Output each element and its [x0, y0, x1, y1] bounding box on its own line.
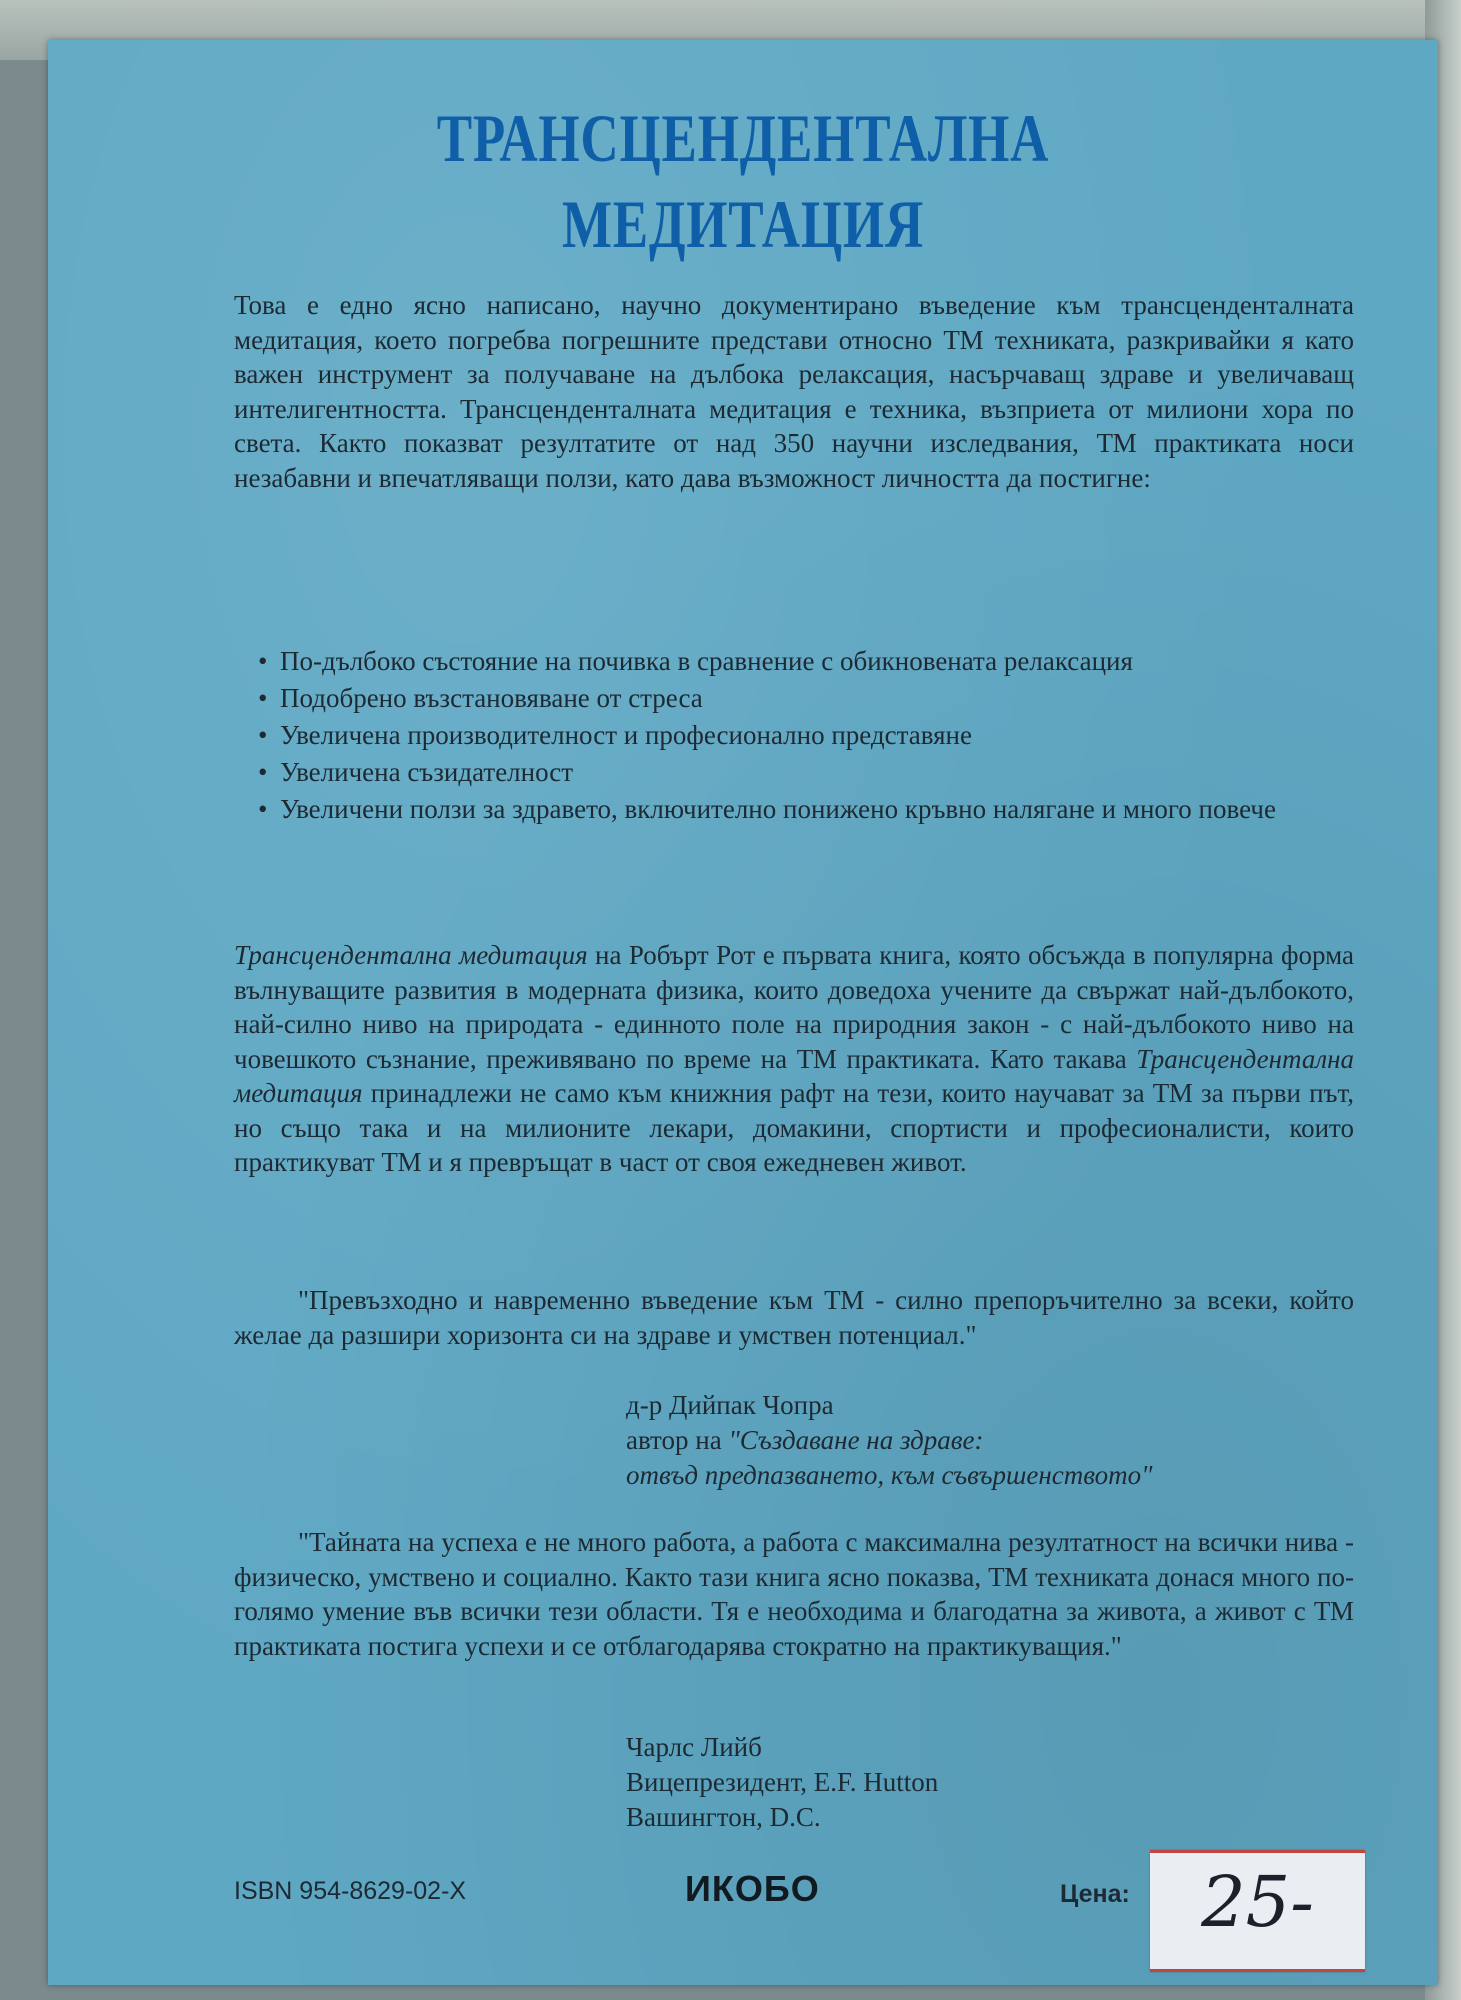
book-back-cover: [48, 40, 1438, 1985]
book-title-italic-2: Трансцендентална медитация: [234, 1043, 1354, 1108]
isbn: ISBN 954-8629-02-X: [234, 1877, 467, 1905]
role-prefix: автор на: [626, 1425, 729, 1455]
book-title-line-1: ТРАНСЦЕНДЕНТАЛНА: [436, 100, 1050, 176]
book-title-italic: Трансцендентална медитация: [234, 940, 588, 970]
description-part-1: на Робърт Рот е първата книга, която обсъжда в популярна форма вълнуващите развития в модерната физика, които доведоха учените да свържат най-дълбокото, най-силно ниво на природата - единното поле на природния закон - с най-дълбокото ниво на човешкото съзнание, преживявано по време на ТМ практиката. Като такава: [234, 940, 1354, 1074]
testimonial-role-1: [626, 1423, 1152, 1458]
testimonial-quote-2: "Тайната на успеха е не много работа, а работа с максимална резултатност на всички нива - физическо, умствено и социално. Както тази книга ясно показва, ТМ техниката донася много по-голямо умение във всички тези области. Тя е необходима и благодатна за живота, а живот с ТМ практиката постига успехи и се отблагодарява стократно на практикуващия.": [234, 1527, 1354, 1661]
benefit-item: • Увеличени ползи за здравето, включително понижено кръвно налягане и много повече: [258, 792, 1354, 827]
price-sticker: [1150, 1850, 1365, 1972]
testimonial-position-2: Вицепрезидент, E.F. Hutton: [626, 1767, 939, 1797]
benefit-item: • Увеличена производителност и професионално представяне: [258, 718, 1354, 753]
benefit-item: • По-дълбоко състояние на почивка в сравнение с обикновената релаксация: [258, 644, 1354, 679]
publisher-logo: ИКОБО: [685, 1868, 820, 1909]
price-label: Цена:: [1060, 1880, 1130, 1908]
testimonial-signature-2: [626, 1730, 938, 1835]
benefits-list: [258, 644, 1354, 829]
intro-paragraph: Това е едно ясно написано, научно документирано въведение към трансценденталната медитация, което погребва погрешните представи относно ТМ техниката, разкривайки я като важен инструмент за получаване на дълбока релаксация, насърчаващ здраве и увеличаващ интелигентността. Трансценденталната медитация е техника, възприета от милиони хора по света. Както показват резултатите от над 350 научни изследвания, ТМ практиката носи незабавни и впечатляващи ползи, като дава възможност личността да постигне:: [234, 290, 1354, 493]
testimonial-quote-1: "Превъзходно и навременно въведение към ТМ - силно препоръчително за всеки, който желае да разшири хоризонта си на здраве и умствен потенциал.": [234, 1285, 1354, 1350]
referenced-book-line-1: "Създаване на здраве:: [728, 1425, 984, 1455]
benefit-item: • Увеличена съзидателност: [258, 755, 1354, 790]
referenced-book-line-2-text: отвъд предпазването, към съвършенството": [626, 1460, 1153, 1490]
testimonial-author-1: д-р Дийпак Чопра: [626, 1390, 834, 1420]
description-paragraph: [234, 938, 1354, 1180]
testimonial-signature-1: [626, 1388, 1152, 1493]
testimonial-author-2: Чарлс Лийб: [626, 1732, 762, 1762]
testimonial-location-2: Вашингтон, D.C.: [626, 1802, 821, 1832]
referenced-book-line-2: [626, 1458, 1152, 1493]
book-title-line-2: МЕДИТАЦИЯ: [561, 186, 925, 262]
benefit-item: • Подобрено възстановяване от стреса: [258, 681, 1354, 716]
handwritten-price: 25-: [1201, 1861, 1314, 1943]
book-title: [201, 95, 1285, 267]
description-part-2: принадлежи не само към книжния рафт на тези, които научават за ТМ за първи път, но също така и на милионите лекари, домакини, спортисти и професионалисти, които практикуват ТМ и я превръщат в част от своя ежедневен живот.: [234, 1078, 1354, 1177]
